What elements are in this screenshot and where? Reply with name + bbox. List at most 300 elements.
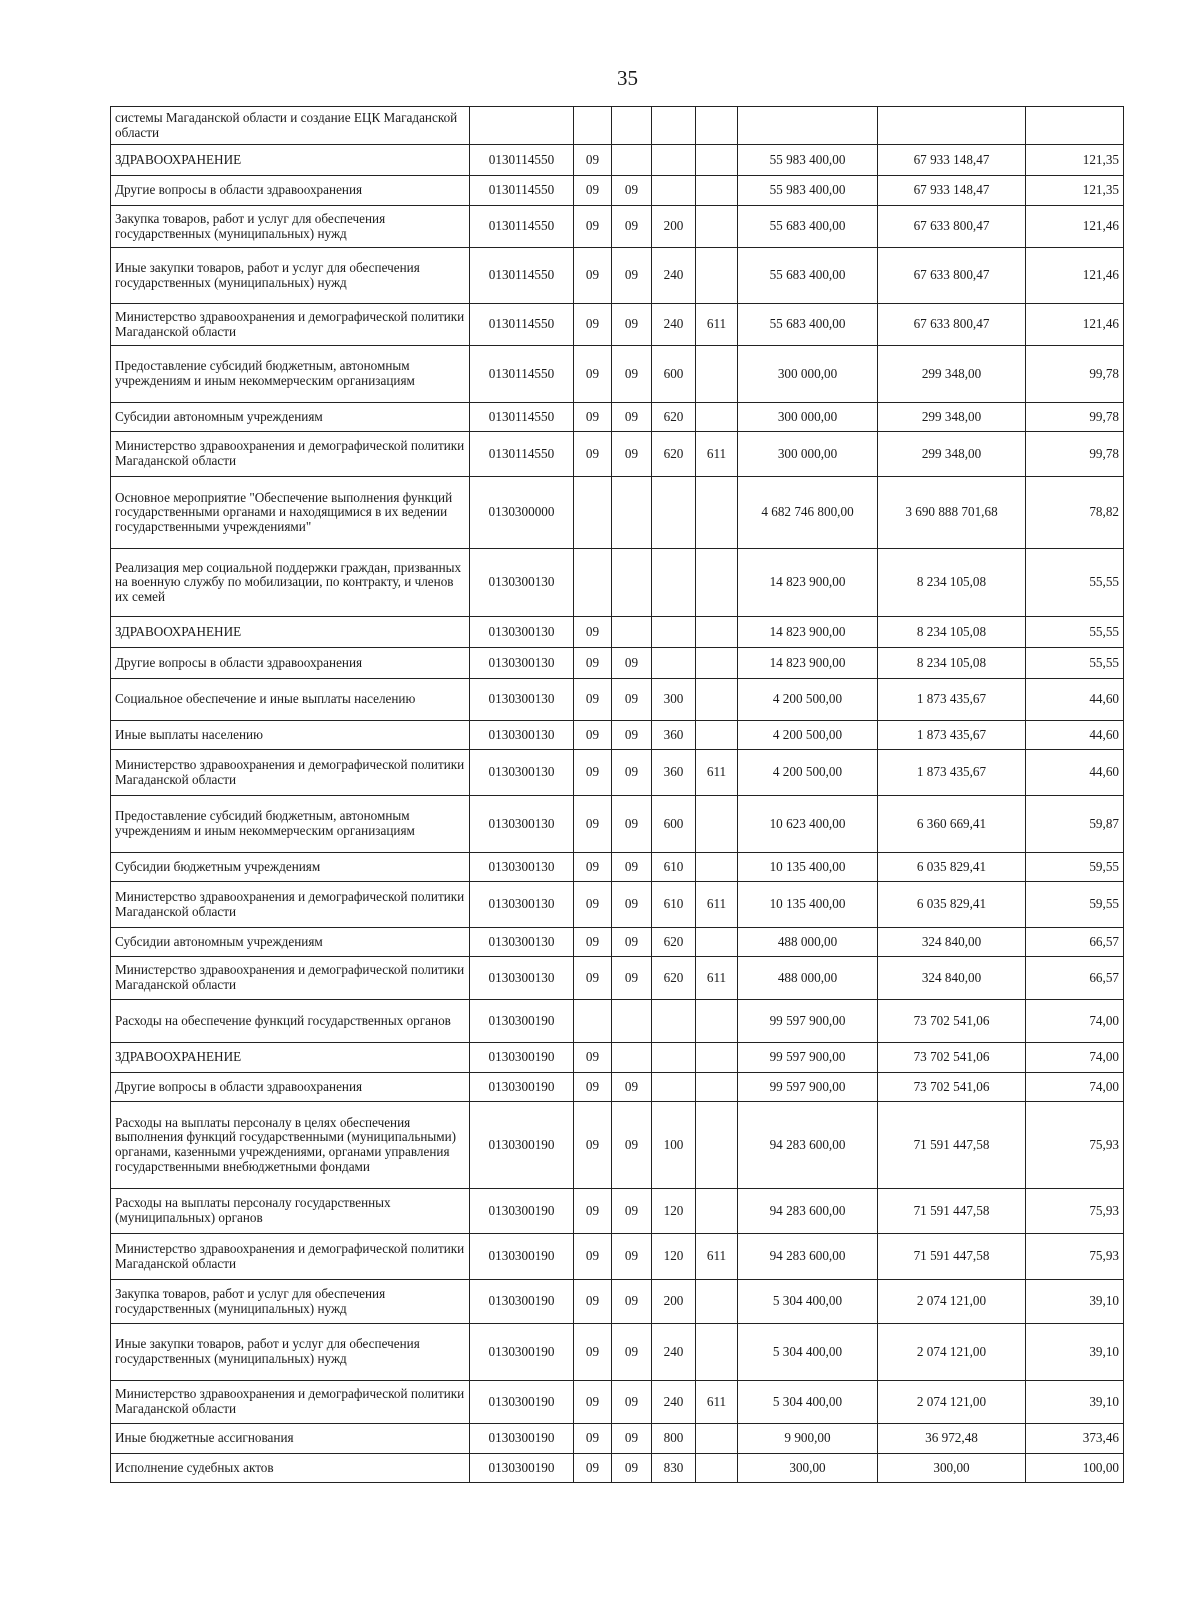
row-name: Иные бюджетные ассигнования [111,1424,470,1454]
row-grbs: 611 [696,432,738,477]
row-name: Субсидии автономным учреждениям [111,403,470,432]
row-percent: 74,00 [1026,1073,1124,1102]
row-section: 09 [574,882,612,928]
row-percent: 66,57 [1026,928,1124,957]
row-subsection: 09 [612,648,652,679]
row-plan: 14 823 900,00 [738,617,878,648]
row-percent: 44,60 [1026,750,1124,796]
row-section: 09 [574,1280,612,1324]
row-fact: 6 035 829,41 [878,882,1026,928]
row-grbs [696,1324,738,1381]
row-grbs [696,853,738,882]
row-subsection: 09 [612,796,652,853]
row-code: 0130300190 [470,1043,574,1073]
row-subsection: 09 [612,304,652,346]
row-expense-type [652,617,696,648]
row-name: Иные закупки товаров, работ и услуг для обеспечения государственных (муниципальных) нужд [111,248,470,304]
row-subsection: 09 [612,928,652,957]
row-percent: 66,57 [1026,957,1124,1000]
row-subsection: 09 [612,248,652,304]
row-code: 0130300190 [470,1424,574,1454]
row-plan: 300,00 [738,1454,878,1483]
row-expense-type [652,549,696,617]
row-code: 0130300190 [470,1073,574,1102]
row-fact: 299 348,00 [878,403,1026,432]
table-row [111,796,1124,853]
row-subsection: 09 [612,1189,652,1234]
row-grbs [696,346,738,403]
row-subsection: 09 [612,957,652,1000]
row-section: 09 [574,304,612,346]
row-grbs [696,1280,738,1324]
row-fact: 73 702 541,06 [878,1073,1026,1102]
row-expense-type [652,1000,696,1043]
row-fact: 1 873 435,67 [878,679,1026,721]
table-row [111,477,1124,549]
row-section: 09 [574,145,612,176]
row-plan: 10 623 400,00 [738,796,878,853]
table-row [111,346,1124,403]
budget-table [110,106,1124,1483]
row-percent: 99,78 [1026,346,1124,403]
row-code: 0130300190 [470,1234,574,1280]
row-name: Иные выплаты населению [111,721,470,750]
table-row [111,648,1124,679]
row-name: Министерство здравоохранения и демографической политики Магаданской области [111,304,470,346]
row-subsection: 09 [612,346,652,403]
row-plan: 99 597 900,00 [738,1000,878,1043]
row-percent: 74,00 [1026,1043,1124,1073]
row-subsection: 09 [612,176,652,206]
row-percent: 39,10 [1026,1381,1124,1424]
table-row [111,1073,1124,1102]
row-section: 09 [574,432,612,477]
row-percent: 39,10 [1026,1324,1124,1381]
row-expense-type: 240 [652,248,696,304]
row-code: 0130114550 [470,346,574,403]
row-grbs [696,1454,738,1483]
row-expense-type: 120 [652,1234,696,1280]
table-row [111,403,1124,432]
row-section: 09 [574,176,612,206]
row-expense-type: 360 [652,721,696,750]
row-code: 0130300190 [470,1381,574,1424]
row-plan: 94 283 600,00 [738,1102,878,1189]
row-percent: 59,55 [1026,853,1124,882]
row-percent: 75,93 [1026,1189,1124,1234]
table-row [111,853,1124,882]
row-fact: 299 348,00 [878,346,1026,403]
row-fact: 6 035 829,41 [878,853,1026,882]
row-subsection [612,107,652,145]
row-expense-type: 240 [652,304,696,346]
table-row [111,1102,1124,1189]
row-name: Субсидии бюджетным учреждениям [111,853,470,882]
row-code: 0130114550 [470,145,574,176]
table-row [111,176,1124,206]
row-subsection [612,477,652,549]
row-grbs: 611 [696,1234,738,1280]
row-name: Министерство здравоохранения и демографической политики Магаданской области [111,432,470,477]
row-plan: 55 683 400,00 [738,248,878,304]
row-expense-type: 200 [652,206,696,248]
row-section: 09 [574,679,612,721]
row-percent: 99,78 [1026,403,1124,432]
row-code: 0130300190 [470,1280,574,1324]
row-plan: 14 823 900,00 [738,549,878,617]
table-row [111,206,1124,248]
row-section: 09 [574,1454,612,1483]
row-subsection [612,1043,652,1073]
row-subsection: 09 [612,853,652,882]
row-expense-type [652,1043,696,1073]
row-name: Расходы на выплаты персоналу государственных (муниципальных) органов [111,1189,470,1234]
row-fact: 1 873 435,67 [878,750,1026,796]
row-subsection: 09 [612,1324,652,1381]
table-row [111,1280,1124,1324]
row-grbs [696,176,738,206]
row-expense-type: 100 [652,1102,696,1189]
row-percent: 100,00 [1026,1454,1124,1483]
row-name: Другие вопросы в области здравоохранения [111,1073,470,1102]
row-code: 0130300190 [470,1189,574,1234]
row-grbs [696,679,738,721]
row-expense-type: 620 [652,403,696,432]
row-name: Закупка товаров, работ и услуг для обеспечения государственных (муниципальных) нужд [111,1280,470,1324]
row-expense-type: 240 [652,1324,696,1381]
row-code: 0130300130 [470,648,574,679]
row-grbs [696,477,738,549]
row-section: 09 [574,1102,612,1189]
row-name: Министерство здравоохранения и демографической политики Магаданской области [111,1234,470,1280]
row-section: 09 [574,206,612,248]
table-row [111,1381,1124,1424]
row-section: 09 [574,248,612,304]
row-subsection: 09 [612,1381,652,1424]
row-name: Министерство здравоохранения и демографической политики Магаданской области [111,1381,470,1424]
row-code: 0130114550 [470,432,574,477]
row-name: Предоставление субсидий бюджетным, автономным учреждениям и иным некоммерческим организациям [111,796,470,853]
row-grbs [696,549,738,617]
row-name: ЗДРАВООХРАНЕНИЕ [111,145,470,176]
row-code: 0130300130 [470,750,574,796]
row-plan: 4 200 500,00 [738,721,878,750]
row-section: 09 [574,721,612,750]
row-section: 09 [574,853,612,882]
row-expense-type: 830 [652,1454,696,1483]
row-plan: 488 000,00 [738,928,878,957]
row-plan: 4 200 500,00 [738,679,878,721]
row-fact: 2 074 121,00 [878,1280,1026,1324]
row-subsection: 09 [612,1424,652,1454]
row-grbs [696,1424,738,1454]
row-subsection: 09 [612,750,652,796]
row-percent: 44,60 [1026,679,1124,721]
row-grbs [696,721,738,750]
row-plan: 5 304 400,00 [738,1324,878,1381]
table-row [111,882,1124,928]
table-row [111,928,1124,957]
row-expense-type: 200 [652,1280,696,1324]
row-plan: 5 304 400,00 [738,1381,878,1424]
row-grbs [696,1102,738,1189]
row-percent: 78,82 [1026,477,1124,549]
row-subsection: 09 [612,403,652,432]
row-percent: 55,55 [1026,617,1124,648]
row-section: 09 [574,928,612,957]
row-name: ЗДРАВООХРАНЕНИЕ [111,617,470,648]
row-name: системы Магаданской области и создание ЕЦК Магаданской области [111,107,470,145]
row-code: 0130300000 [470,477,574,549]
row-code: 0130300130 [470,617,574,648]
row-subsection: 09 [612,882,652,928]
table-row [111,248,1124,304]
row-fact: 71 591 447,58 [878,1102,1026,1189]
row-grbs [696,648,738,679]
row-name: Другие вопросы в области здравоохранения [111,648,470,679]
row-plan: 300 000,00 [738,346,878,403]
row-code [470,107,574,145]
row-code: 0130300130 [470,853,574,882]
row-code: 0130300130 [470,796,574,853]
row-expense-type: 800 [652,1424,696,1454]
row-subsection: 09 [612,1073,652,1102]
table-row [111,1000,1124,1043]
row-percent: 121,46 [1026,206,1124,248]
row-grbs: 611 [696,957,738,1000]
row-section: 09 [574,796,612,853]
table-row [111,1043,1124,1073]
row-percent: 75,93 [1026,1102,1124,1189]
row-plan: 94 283 600,00 [738,1234,878,1280]
row-grbs: 611 [696,304,738,346]
row-percent: 59,87 [1026,796,1124,853]
row-fact: 71 591 447,58 [878,1189,1026,1234]
row-plan: 300 000,00 [738,432,878,477]
row-grbs [696,1043,738,1073]
row-fact: 2 074 121,00 [878,1324,1026,1381]
row-plan: 300 000,00 [738,403,878,432]
row-grbs [696,1189,738,1234]
table-row [111,304,1124,346]
row-section [574,107,612,145]
row-fact: 67 933 148,47 [878,176,1026,206]
row-plan: 99 597 900,00 [738,1073,878,1102]
row-subsection: 09 [612,1234,652,1280]
row-expense-type [652,145,696,176]
row-section [574,549,612,617]
row-grbs [696,928,738,957]
row-grbs [696,796,738,853]
row-plan: 99 597 900,00 [738,1043,878,1073]
row-expense-type: 620 [652,928,696,957]
row-name: Основное мероприятие "Обеспечение выполнения функций государственными органами и находящимися в их ведении государственными учреждениями" [111,477,470,549]
row-code: 0130300130 [470,957,574,1000]
row-grbs: 611 [696,1381,738,1424]
row-subsection [612,145,652,176]
row-code: 0130300190 [470,1102,574,1189]
row-name: Предоставление субсидий бюджетным, автономным учреждениям и иным некоммерческим организациям [111,346,470,403]
row-percent: 121,35 [1026,145,1124,176]
row-plan: 488 000,00 [738,957,878,1000]
row-name: Социальное обеспечение и иные выплаты населению [111,679,470,721]
row-subsection: 09 [612,1102,652,1189]
row-section: 09 [574,1424,612,1454]
row-plan [738,107,878,145]
row-subsection [612,1000,652,1043]
row-code: 0130300190 [470,1324,574,1381]
row-fact: 8 234 105,08 [878,549,1026,617]
row-fact: 324 840,00 [878,957,1026,1000]
table-row [111,1324,1124,1381]
row-subsection [612,549,652,617]
row-section: 09 [574,1043,612,1073]
row-plan: 14 823 900,00 [738,648,878,679]
row-code: 0130300130 [470,882,574,928]
table-row [111,1189,1124,1234]
row-fact [878,107,1026,145]
row-subsection: 09 [612,721,652,750]
table-row [111,432,1124,477]
row-percent: 44,60 [1026,721,1124,750]
row-code: 0130114550 [470,176,574,206]
row-fact: 2 074 121,00 [878,1381,1026,1424]
row-code: 0130300130 [470,549,574,617]
row-fact: 73 702 541,06 [878,1000,1026,1043]
row-subsection: 09 [612,206,652,248]
row-code: 0130114550 [470,206,574,248]
row-section: 09 [574,750,612,796]
row-fact: 67 633 800,47 [878,304,1026,346]
row-percent: 121,35 [1026,176,1124,206]
row-plan: 5 304 400,00 [738,1280,878,1324]
row-code: 0130300190 [470,1000,574,1043]
row-fact: 324 840,00 [878,928,1026,957]
row-expense-type: 610 [652,882,696,928]
row-percent: 39,10 [1026,1280,1124,1324]
page-number: 35 [617,66,638,90]
row-plan: 94 283 600,00 [738,1189,878,1234]
table-row [111,145,1124,176]
row-code: 0130114550 [470,248,574,304]
row-expense-type [652,477,696,549]
row-name: Министерство здравоохранения и демографической политики Магаданской области [111,957,470,1000]
row-name: Министерство здравоохранения и демографической политики Магаданской области [111,750,470,796]
row-code: 0130300190 [470,1454,574,1483]
row-plan: 55 983 400,00 [738,145,878,176]
budget-table-body [111,107,1124,1483]
row-name: Исполнение судебных актов [111,1454,470,1483]
table-row [111,617,1124,648]
row-name: Министерство здравоохранения и демографической политики Магаданской области [111,882,470,928]
row-code: 0130114550 [470,403,574,432]
row-grbs [696,617,738,648]
row-section: 09 [574,1381,612,1424]
row-fact: 8 234 105,08 [878,617,1026,648]
row-fact: 67 633 800,47 [878,248,1026,304]
row-plan: 4 682 746 800,00 [738,477,878,549]
row-plan: 55 683 400,00 [738,206,878,248]
row-code: 0130300130 [470,721,574,750]
row-section: 09 [574,346,612,403]
row-expense-type: 120 [652,1189,696,1234]
row-subsection: 09 [612,1454,652,1483]
row-percent: 55,55 [1026,549,1124,617]
row-section: 09 [574,957,612,1000]
row-expense-type: 610 [652,853,696,882]
row-percent: 59,55 [1026,882,1124,928]
row-expense-type: 240 [652,1381,696,1424]
row-section: 09 [574,617,612,648]
row-plan: 55 683 400,00 [738,304,878,346]
row-percent: 121,46 [1026,304,1124,346]
row-grbs [696,403,738,432]
row-section: 09 [574,1234,612,1280]
table-row [111,1454,1124,1483]
row-grbs [696,1000,738,1043]
table-row [111,107,1124,145]
row-section: 09 [574,1189,612,1234]
row-name: Другие вопросы в области здравоохранения [111,176,470,206]
row-plan: 10 135 400,00 [738,853,878,882]
row-plan: 10 135 400,00 [738,882,878,928]
row-fact: 300,00 [878,1454,1026,1483]
row-section: 09 [574,648,612,679]
row-percent [1026,107,1124,145]
row-fact: 1 873 435,67 [878,721,1026,750]
row-percent: 74,00 [1026,1000,1124,1043]
row-section [574,477,612,549]
row-expense-type [652,107,696,145]
row-percent: 75,93 [1026,1234,1124,1280]
row-grbs [696,248,738,304]
row-subsection: 09 [612,679,652,721]
table-row [111,721,1124,750]
row-expense-type [652,648,696,679]
row-percent: 99,78 [1026,432,1124,477]
row-expense-type: 600 [652,346,696,403]
table-row [111,1424,1124,1454]
row-code: 0130300130 [470,679,574,721]
table-row [111,957,1124,1000]
row-expense-type: 600 [652,796,696,853]
row-expense-type: 300 [652,679,696,721]
row-code: 0130300130 [470,928,574,957]
row-fact: 71 591 447,58 [878,1234,1026,1280]
table-row [111,549,1124,617]
row-section: 09 [574,1324,612,1381]
row-expense-type: 620 [652,432,696,477]
row-percent: 55,55 [1026,648,1124,679]
row-expense-type: 360 [652,750,696,796]
row-grbs [696,1073,738,1102]
table-row [111,679,1124,721]
row-expense-type: 620 [652,957,696,1000]
row-name: Расходы на выплаты персоналу в целях обеспечения выполнения функций государственными (муниципальными) органами, казенными учреждениями, органами управления государственными внебюджетными фондами [111,1102,470,1189]
row-fact: 6 360 669,41 [878,796,1026,853]
row-name: Расходы на обеспечение функций государственных органов [111,1000,470,1043]
row-section: 09 [574,403,612,432]
row-plan: 9 900,00 [738,1424,878,1454]
row-percent: 121,46 [1026,248,1124,304]
row-code: 0130114550 [470,304,574,346]
row-fact: 67 933 148,47 [878,145,1026,176]
row-name: Иные закупки товаров, работ и услуг для обеспечения государственных (муниципальных) нужд [111,1324,470,1381]
row-name: ЗДРАВООХРАНЕНИЕ [111,1043,470,1073]
row-fact: 36 972,48 [878,1424,1026,1454]
table-row [111,1234,1124,1280]
row-subsection [612,617,652,648]
